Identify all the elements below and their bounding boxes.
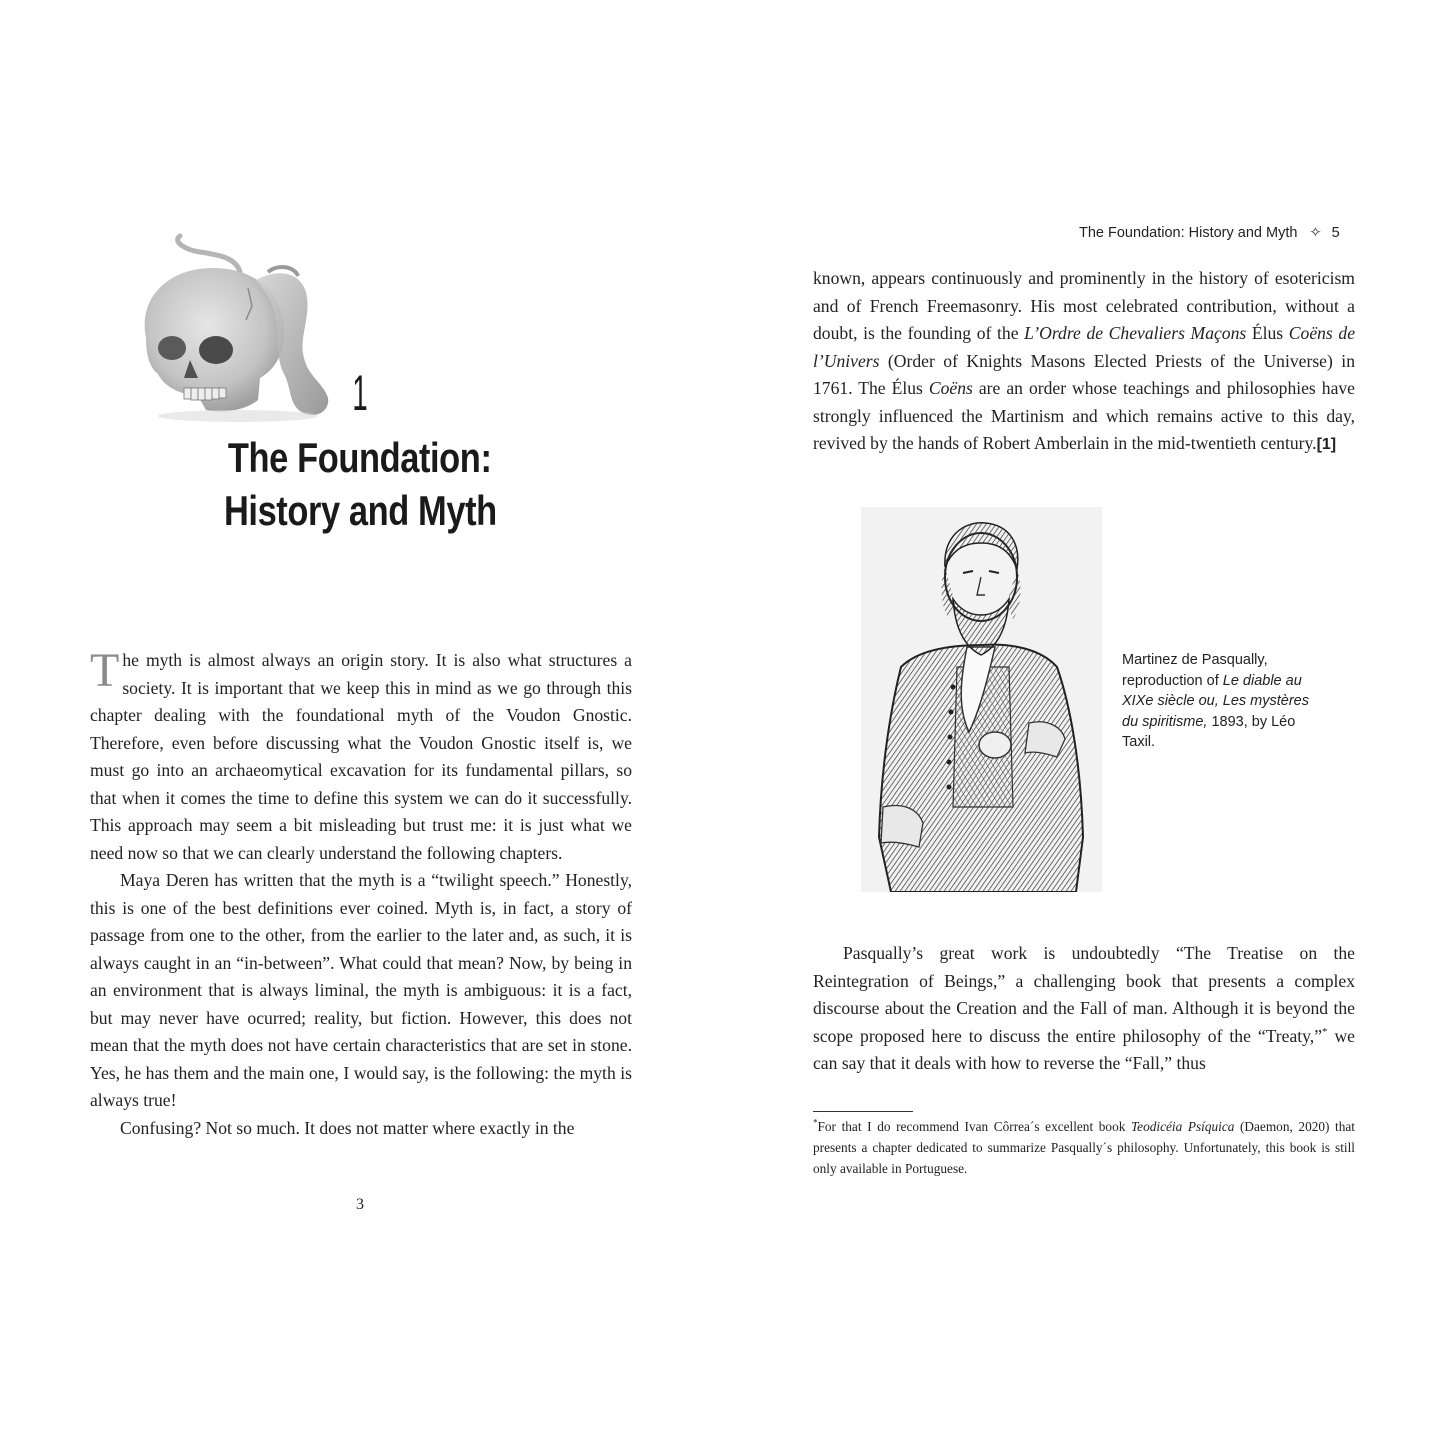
paragraph: The myth is almost always an origin story. It is also what structures a society. It is important that we keep this in mind as we go through this chapter dealing with the foundational myth of the Voudon Gnostic. Therefore, even before discussing what the Voudon Gnostic itself is, we must go into an archaeomytical excavation for its fundamental pillars, so that when it comes the time to define this system we can do it successfully. This approach may seem a bit misleading but trust me: it is just what we need now so that we can clearly understand the following chapters. [90, 644, 632, 863]
drop-cap: T [90, 644, 120, 697]
running-head: The Foundation: History and Myth ✧ 5 [1079, 222, 1340, 244]
paragraph: known, appears continuously and prominently in the history of esotericism and of French Freemasonry. His most celebrated contribution, without a doubt, is the founding of the L’Ordre de Chevaliers Maçons Élus Coëns de l’Univers (Order of Knights Masons Elected Priests of the Universe) in 1761. The Élus Coëns are an order whose teachings and philosophies have strongly influenced the Martinism and which remains active to this day, revived by the hands of Robert Amberlain in the mid-twentieth century.[1] [813, 268, 1355, 453]
page-number-right: 5 [1331, 225, 1340, 241]
chapter-title-line-2: History and Myth [223, 487, 497, 534]
footnote-divider [813, 1111, 913, 1112]
right-body-text-top [813, 265, 1355, 459]
paragraph: Maya Deren has written that the myth is a “twilight speech.” Honestly, this is one of the best definitions ever coined. Myth is, in fact, a story of passage from one to the other, from the earlier to the later and, as such, it is always caught in an “in-between”. What could that mean? Now, by being in an environment that is always liminal, the myth is ambiguous: it is a fact, but may never have ocurred; reality, but fiction. However, this does not mean that the myth does not have certain characteristics that are set in stone. Yes, he has them and the main one, I would say, is the following: the myth is always true! [90, 870, 632, 1110]
portrait-caption: Martinez de Pasqually, reproduction of Le diable au XIXe siècle ou, Les mystères du spiritisme, 1893, by Léo Taxil. [1122, 652, 1309, 750]
paragraph: Confusing? Not so much. It does not matter where exactly in the [120, 1117, 575, 1138]
skull-snake-illustration [128, 228, 348, 423]
left-body-text [90, 644, 632, 1142]
footnote-reference[interactable]: * [1322, 1025, 1328, 1038]
right-body-text-bottom [813, 940, 1355, 1078]
left-page [0, 0, 722, 1445]
martinez-de-pasqually-portrait [861, 507, 1102, 892]
footnote: *For that I do recommend Ivan Côrrea´s excellent book Teodicéia Psíquica (Daemon, 2020) that presents a chapter dedicated to summarize Pasqually´s philosophy. Unfortunately, this book is still only available in Portuguese. [813, 1117, 1356, 1176]
chapter-title-line-1: The Foundation: [228, 434, 492, 481]
chapter-number: 1 [352, 365, 368, 421]
paragraph: Pasqually’s great work is undoubtedly “The Treatise on the Reintegration of Beings,” a challenging book that presents a complex discourse about the Creation and the Fall of man. Although it is beyond the scope proposed here to discuss the entire philosophy of the “Treaty,”* we can say that it deals with how to reverse the “Fall,” thus [813, 943, 1355, 1073]
diamond-ornament-icon: ✧ [1309, 225, 1322, 241]
citation-link[interactable]: [1] [1316, 436, 1337, 453]
page-number-left: 3 [356, 1196, 364, 1213]
